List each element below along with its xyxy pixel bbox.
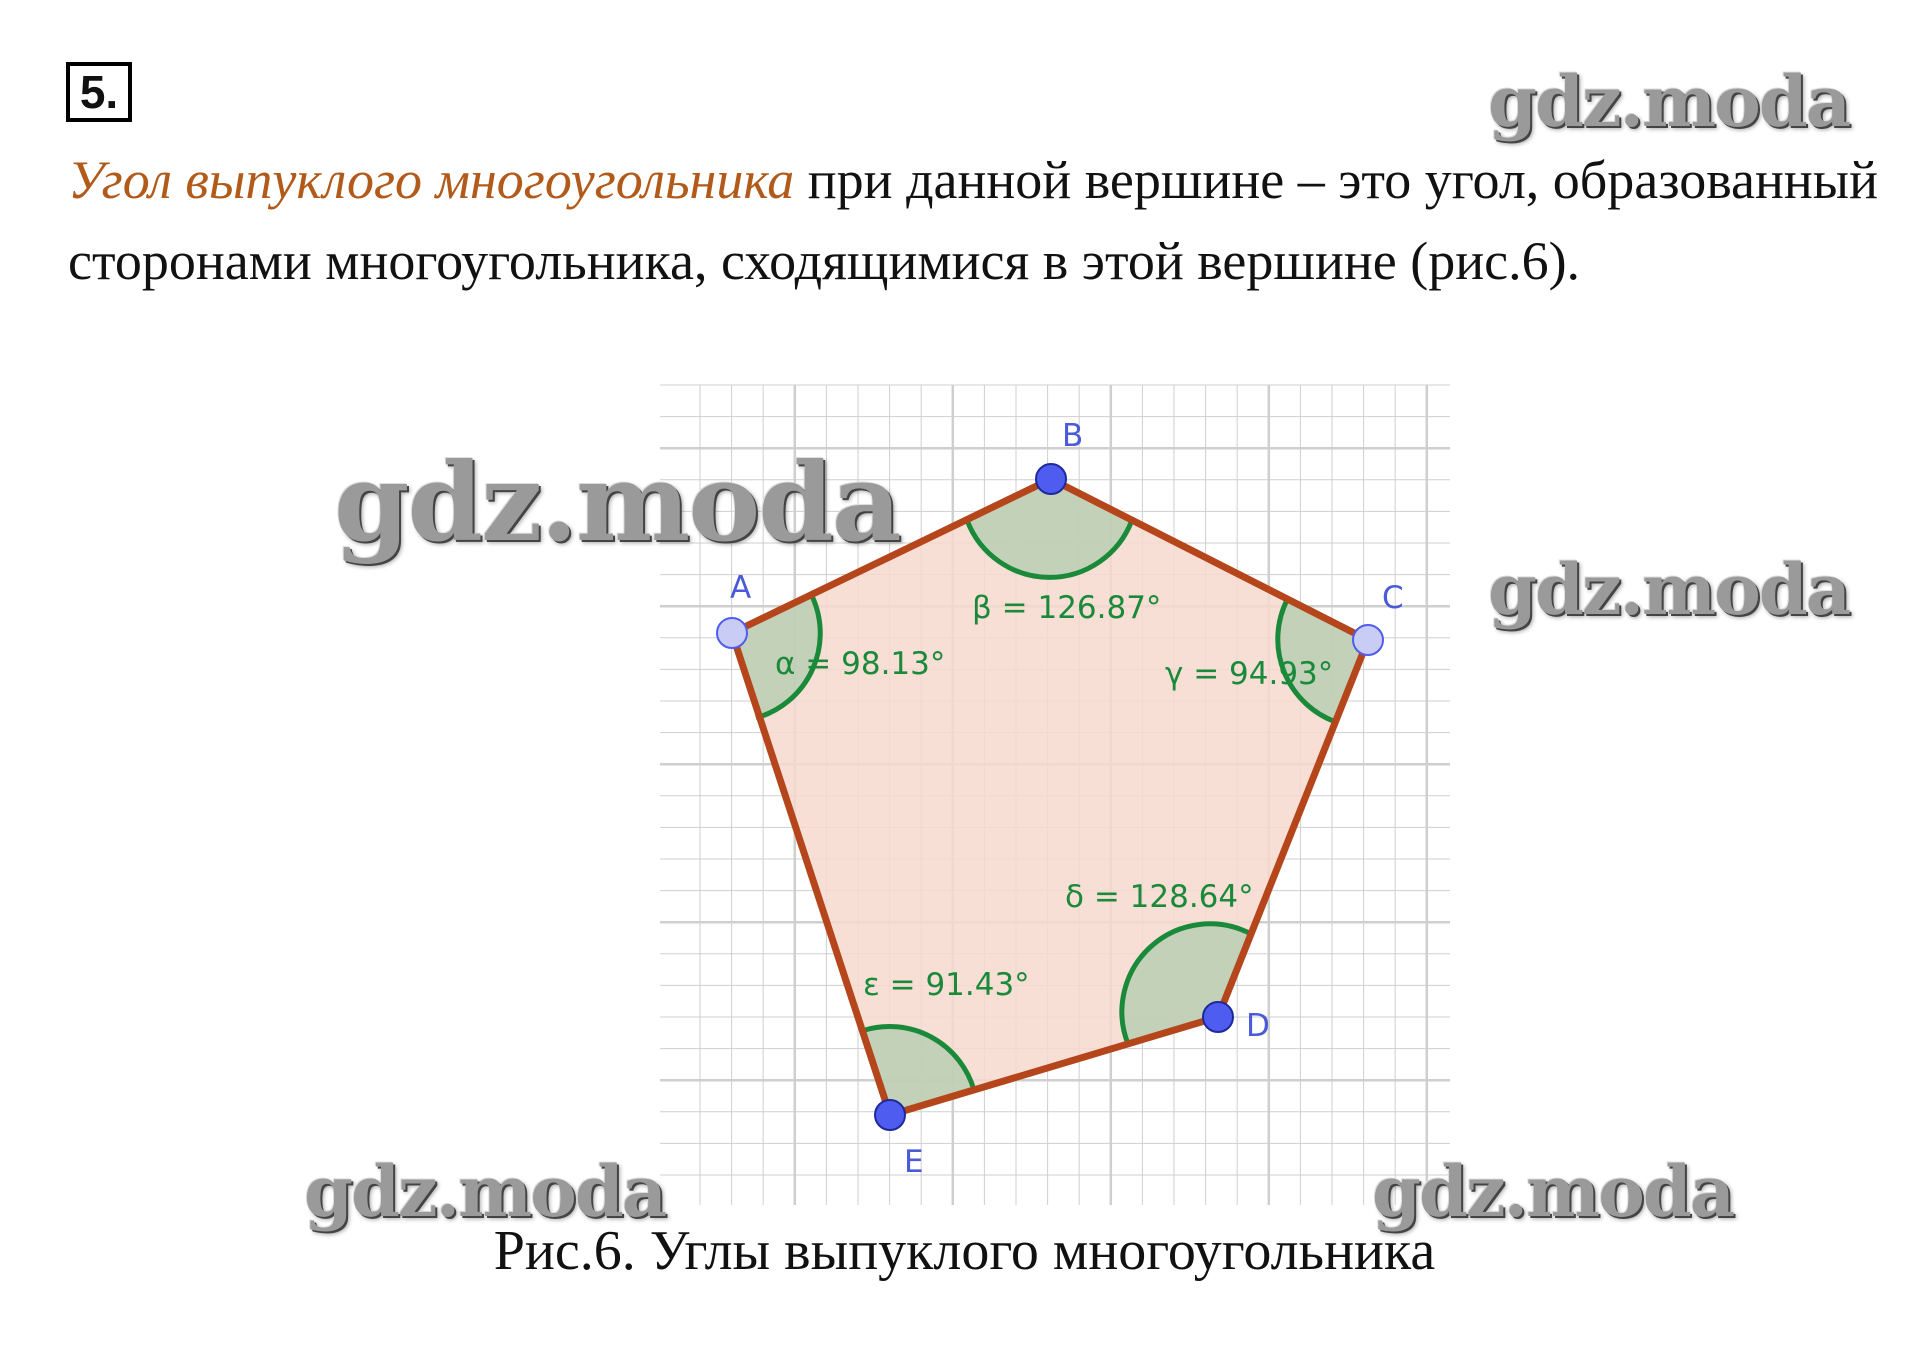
angle-label-gamma: γ = 94.93°: [1165, 656, 1334, 692]
vertex-label-a: A: [730, 570, 752, 606]
angle-label-epsilon: ε = 91.43°: [863, 967, 1030, 1003]
defined-term: Угол выпуклого многоугольника: [68, 150, 795, 210]
angle-label-alpha: α = 98.13°: [775, 646, 946, 682]
vertex-c: [1353, 625, 1383, 655]
vertex-label-b: B: [1062, 418, 1084, 454]
vertex-label-c: C: [1382, 580, 1404, 616]
watermark: gdz.moda: [334, 440, 900, 566]
vertex-a: [717, 618, 747, 648]
vertex-b: [1036, 464, 1066, 494]
angle-label-delta: δ = 128.64°: [1065, 879, 1254, 915]
vertex-label-e: E: [904, 1144, 924, 1180]
watermark: gdz.moda: [1488, 60, 1850, 143]
watermark: gdz.moda: [1372, 1150, 1734, 1233]
figure-caption: Рис.6. Углы выпуклого многоугольника: [493, 1220, 1436, 1282]
vertex-e: [875, 1100, 905, 1130]
watermark: gdz.moda: [1488, 548, 1850, 631]
vertex-label-d: D: [1246, 1008, 1270, 1044]
angle-label-beta: β = 126.87°: [972, 590, 1162, 626]
definition-text: при данной вершине – это угол, образованный сторонами многоугольника, сходящимися в этой вершине (рис.6).: [68, 150, 1878, 291]
watermark: gdz.moda: [304, 1150, 666, 1233]
vertex-d: [1203, 1002, 1233, 1032]
exercise-number: 5.: [66, 62, 132, 122]
